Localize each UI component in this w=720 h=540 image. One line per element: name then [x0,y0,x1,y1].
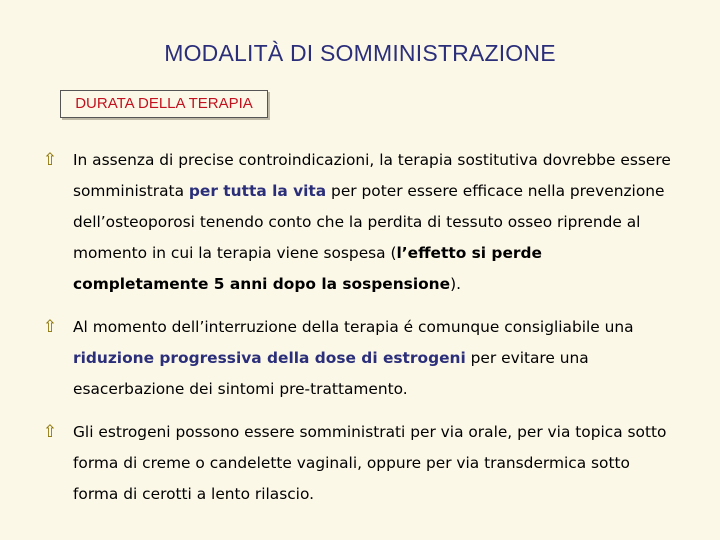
bullet-1-emphasis-effect: l’effetto si perde completamente 5 anni dopo la sospensione [73,244,542,293]
bullet-item-2 [40,312,680,405]
bullet-2-text-a: Al momento dell’interruzione della terapia é comunque consigliabile una [73,318,634,336]
bullet-item-1 [40,145,680,300]
bullet-2-emphasis-dose: riduzione progressiva della dose di estrogeni [73,349,466,367]
slide-title: MODALITÀ DI SOMMINISTRAZIONE [164,40,556,66]
bullet-item-3 [40,417,680,510]
section-label-box: DURATA DELLA TERAPIA [60,90,268,118]
arrow-up-outline-icon: ⇧ [42,422,58,442]
bullet-3-text: Gli estrogeni possono essere somministrati per via orale, per via topica sotto forma di creme o candelette vaginali, oppure per via transdermica sotto forma di cerotti a lento rilascio. [73,423,667,503]
bullet-1-text-a: In assenza di precise controindicazioni, la terapia sostitutiva dovrebbe essere somministrata [73,151,671,200]
bullet-list [40,145,680,522]
bullet-1-emphasis-duration: per tutta la vita [188,182,327,200]
arrow-up-outline-icon: ⇧ [42,317,58,337]
bullet-2-text-b: per evitare una esacerbazione dei sintomi pre-trattamento. [73,349,589,398]
bullet-1-text-c: ). [450,275,461,293]
arrow-up-outline-icon: ⇧ [42,150,58,170]
bullet-1-text-b: per poter essere efficace nella prevenzione dell’osteoporosi tenendo conto che la perdita di tessuto osseo riprende al momento in cui la terapia viene sospesa ( [73,182,665,262]
